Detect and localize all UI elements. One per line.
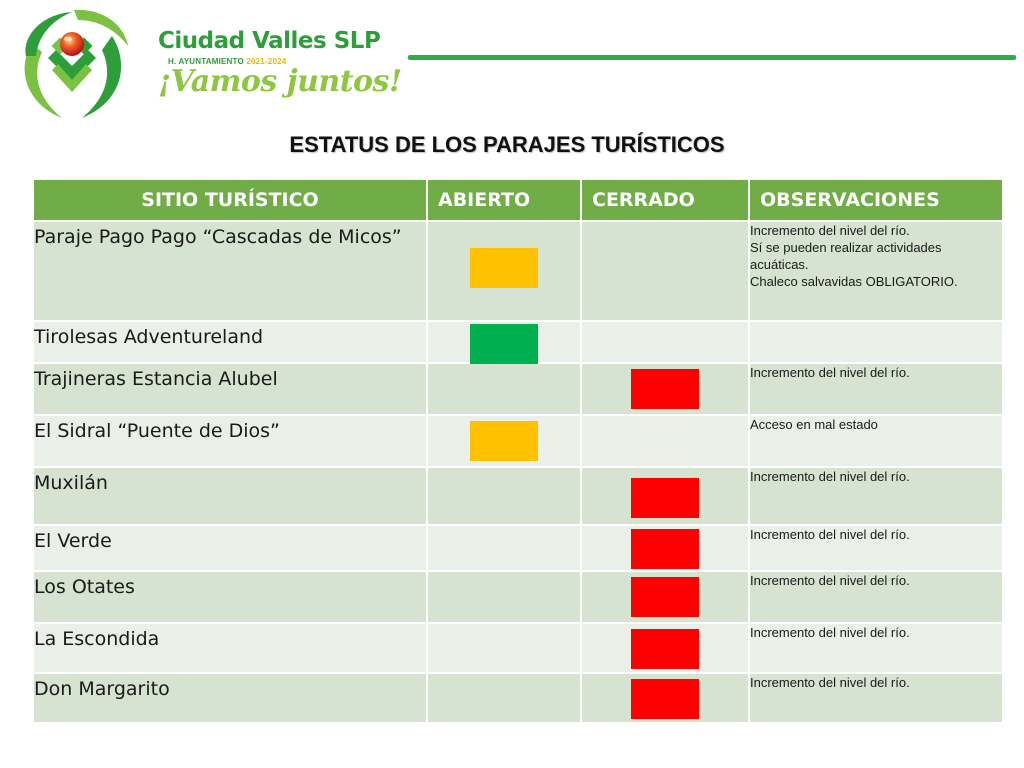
closed-cell — [581, 321, 749, 363]
table-body — [33, 221, 1003, 723]
observation-text: Incremento del nivel del río. — [750, 573, 910, 588]
column-header-closed: CERRADO — [581, 179, 749, 221]
closed-cell — [581, 467, 749, 525]
closed-cell — [581, 415, 749, 467]
observations-cell — [749, 623, 1003, 673]
site-name: Tirolesas Adventureland — [33, 321, 427, 363]
site-name: Trajineras Estancia Alubel — [33, 363, 427, 415]
observations-cell — [749, 363, 1003, 415]
status-marker-closed — [631, 529, 699, 569]
open-cell — [427, 363, 581, 415]
open-cell — [427, 221, 581, 321]
status-marker-precaution — [470, 421, 538, 461]
open-cell — [427, 525, 581, 571]
open-cell — [427, 571, 581, 623]
site-name: El Sidral “Puente de Dios” — [33, 415, 427, 467]
table-row — [33, 363, 1003, 415]
table-row — [33, 321, 1003, 363]
closed-cell — [581, 673, 749, 723]
open-cell — [427, 321, 581, 363]
status-marker-precaution — [470, 248, 538, 288]
table-row — [33, 673, 1003, 723]
observation-text: Incremento del nivel del río. — [750, 625, 910, 640]
brand-name: Ciudad Valles SLP — [158, 28, 381, 54]
status-marker-closed — [631, 679, 699, 719]
site-name: El Verde — [33, 525, 427, 571]
closed-cell — [581, 221, 749, 321]
hands-heart-emblem-icon — [12, 6, 132, 124]
header-divider — [408, 55, 1016, 60]
status-table — [32, 178, 1004, 724]
site-name: Don Margarito — [33, 673, 427, 723]
table-row — [33, 467, 1003, 525]
status-marker-open — [470, 324, 538, 364]
closed-cell — [581, 363, 749, 415]
table-row — [33, 571, 1003, 623]
column-header-site: SITIO TURÍSTICO — [33, 179, 427, 221]
observations-cell — [749, 673, 1003, 723]
open-cell — [427, 415, 581, 467]
table-row — [33, 221, 1003, 321]
observation-text: Chaleco salvavidas OBLIGATORIO. — [750, 274, 958, 289]
brand-slogan: ¡Vamos juntos! — [158, 64, 402, 99]
site-name: Paraje Pago Pago “Cascadas de Micos” — [33, 221, 427, 321]
open-cell — [427, 673, 581, 723]
brand-subtitle-years: 2021-2024 — [246, 57, 287, 66]
observation-text: Incremento del nivel del río. — [750, 223, 910, 238]
status-marker-closed — [631, 369, 699, 409]
open-cell — [427, 623, 581, 673]
observation-text: Incremento del nivel del río. — [750, 469, 910, 484]
site-name: La Escondida — [33, 623, 427, 673]
observations-cell — [749, 415, 1003, 467]
closed-cell — [581, 571, 749, 623]
site-name: Muxilán — [33, 467, 427, 525]
table-row — [33, 415, 1003, 467]
observation-text: Incremento del nivel del río. — [750, 675, 910, 690]
open-cell — [427, 467, 581, 525]
closed-cell — [581, 525, 749, 571]
observations-cell — [749, 321, 1003, 363]
table-row — [33, 525, 1003, 571]
closed-cell — [581, 623, 749, 673]
status-marker-closed — [631, 577, 699, 617]
observation-text: Acceso en mal estado — [750, 417, 878, 432]
column-header-observations: OBSERVACIONES — [749, 179, 1003, 221]
observation-text: Sí se pueden realizar actividades acuáticas. — [750, 240, 942, 272]
observation-text: Incremento del nivel del río. — [750, 527, 910, 542]
status-marker-closed — [631, 478, 699, 518]
brand-subtitle-prefix: H. AYUNTAMIENTO — [168, 57, 247, 66]
brand-logo — [158, 24, 402, 104]
observations-cell — [749, 467, 1003, 525]
observations-cell — [749, 221, 1003, 321]
status-marker-closed — [631, 629, 699, 669]
table-row — [33, 623, 1003, 673]
page-title: ESTATUS DE LOS PARAJES TURÍSTICOS — [289, 132, 725, 157]
observation-text: Incremento del nivel del río. — [750, 365, 910, 380]
observations-cell — [749, 571, 1003, 623]
observations-cell — [749, 525, 1003, 571]
site-name: Los Otates — [33, 571, 427, 623]
column-header-open: ABIERTO — [427, 179, 581, 221]
table-header-row — [33, 179, 1003, 221]
